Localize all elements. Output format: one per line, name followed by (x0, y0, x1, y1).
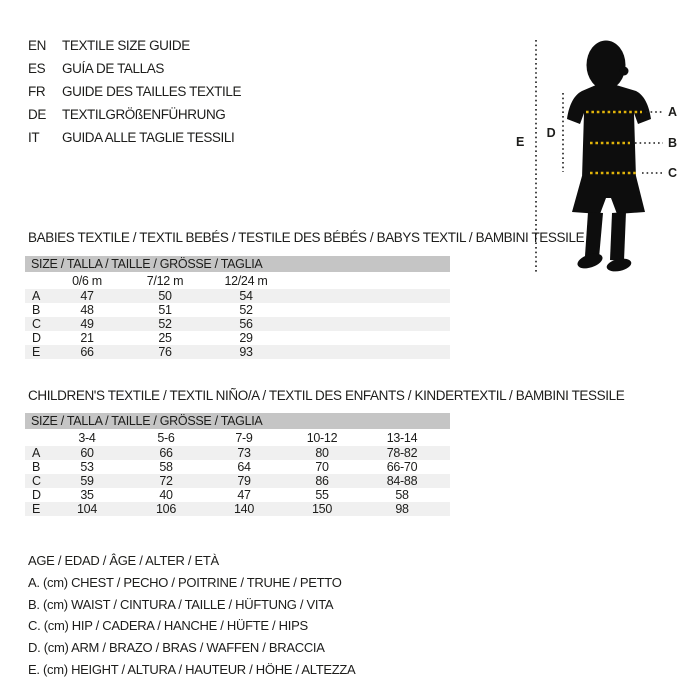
babies-column-header-row (25, 272, 450, 289)
measure-label-waist: B (668, 136, 677, 150)
language-row-fr (28, 80, 241, 103)
table-cell: 73 (237, 446, 251, 460)
table-row (25, 331, 450, 345)
measure-label-hip: C (668, 166, 677, 180)
table-cell: 47 (80, 289, 94, 303)
table-cell: 104 (77, 502, 97, 516)
table-cell: 49 (80, 317, 94, 331)
measure-label-chest: A (668, 105, 677, 119)
table-cell: 60 (80, 446, 94, 460)
size-header-bar: SIZE / TALLA / TAILLE / GRÖSSE / TAGLIA (25, 413, 450, 429)
table-cell: 59 (80, 474, 94, 488)
table-cell: 40 (159, 488, 173, 502)
table-row (25, 488, 450, 502)
table-cell: 80 (315, 446, 329, 460)
legend-waist-line: B. (cm) WAIST / CINTURA / TAILLE / HÜFTUNG / VITA (28, 596, 334, 612)
table-cell: 78-82 (386, 446, 418, 460)
table-row (25, 474, 450, 488)
table-cell: 84-88 (386, 474, 418, 488)
language-title: GUIDE DES TAILLES TEXTILE (62, 84, 242, 99)
column-header: 12/24 m (224, 273, 268, 288)
row-label: A (32, 446, 41, 460)
column-header: 0/6 m (72, 273, 102, 288)
table-cell: 58 (395, 488, 409, 502)
table-cell: 29 (239, 331, 253, 345)
table-row (25, 303, 450, 317)
table-cell: 66 (80, 345, 94, 359)
table-cell: 58 (159, 460, 173, 474)
children-section-title: CHILDREN'S TEXTILE / TEXTIL NIÑO/A / TEXTIL DES ENFANTS / KINDERTEXTIL / BAMBINI TESSILE (28, 388, 625, 403)
table-cell: 150 (312, 502, 332, 516)
language-title: GUIDA ALLE TAGLIE TESSILI (62, 130, 235, 145)
legend-hip-line: C. (cm) HIP / CADERA / HANCHE / HÜFTE / HIPS (28, 618, 308, 634)
language-code: DE (28, 107, 46, 122)
babies-size-table (25, 256, 450, 359)
table-row (25, 502, 450, 516)
language-code: ES (28, 61, 46, 76)
row-label: B (32, 460, 41, 474)
table-cell: 35 (80, 488, 94, 502)
language-row-it (28, 126, 241, 149)
table-cell: 21 (80, 331, 94, 345)
table-cell: 48 (80, 303, 94, 317)
table-cell: 51 (158, 303, 172, 317)
table-cell: 50 (158, 289, 172, 303)
legend-height-line: E. (cm) HEIGHT / ALTURA / HAUTEUR / HÖHE / ALTEZZA (28, 661, 356, 677)
legend-arm-line: D. (cm) ARM / BRAZO / BRAS / WAFFEN / BRACCIA (28, 640, 325, 656)
table-row (25, 289, 450, 303)
language-row-es (28, 57, 241, 80)
table-row (25, 345, 450, 359)
row-label: C (32, 317, 41, 331)
legend-age-line: AGE / EDAD / ÂGE / ALTER / ETÀ (28, 553, 219, 568)
table-row (25, 446, 450, 460)
table-cell: 64 (237, 460, 251, 474)
table-cell: 25 (158, 331, 172, 345)
table-cell: 52 (158, 317, 172, 331)
table-cell: 86 (315, 474, 329, 488)
language-code: IT (28, 130, 40, 145)
table-cell: 47 (237, 488, 251, 502)
table-cell: 98 (395, 502, 409, 516)
row-label: C (32, 474, 41, 488)
row-label: E (32, 345, 41, 359)
table-cell: 56 (239, 317, 253, 331)
language-code: FR (28, 84, 46, 99)
table-cell: 140 (234, 502, 254, 516)
table-cell: 52 (239, 303, 253, 317)
language-title: GUÍA DE TALLAS (62, 61, 164, 76)
table-cell: 93 (239, 345, 253, 359)
table-cell: 72 (159, 474, 173, 488)
table-cell: 53 (80, 460, 94, 474)
babies-section-title: BABIES TEXTILE / TEXTIL BEBÉS / TESTILE DES BÉBÉS / BABYS TEXTIL / BAMBINI TESSILE (28, 230, 585, 245)
children-column-header-row (25, 429, 450, 446)
column-header: 3-4 (78, 430, 96, 445)
row-label: D (32, 331, 41, 345)
row-label: E (32, 502, 41, 516)
language-list (28, 34, 241, 149)
measure-label-arm: D (546, 126, 556, 140)
table-row (25, 460, 450, 474)
table-cell: 76 (158, 345, 172, 359)
language-row-de (28, 103, 241, 126)
language-title: TEXTILGRÖßENFÜHRUNG (62, 107, 226, 122)
table-cell: 79 (237, 474, 251, 488)
column-header: 7/12 m (146, 273, 184, 288)
table-cell: 66 (159, 446, 173, 460)
measurement-legend (28, 550, 355, 681)
row-label: D (32, 488, 41, 502)
language-title: TEXTILE SIZE GUIDE (62, 38, 190, 53)
table-cell: 54 (239, 289, 253, 303)
row-label: A (32, 289, 41, 303)
column-header: 13-14 (386, 430, 418, 445)
table-cell: 106 (156, 502, 176, 516)
legend-chest-line: A. (cm) CHEST / PECHO / POITRINE / TRUHE / PETTO (28, 574, 342, 590)
table-row (25, 317, 450, 331)
table-cell: 55 (315, 488, 329, 502)
language-code: EN (28, 38, 46, 53)
column-header: 5-6 (157, 430, 175, 445)
size-header-bar: SIZE / TALLA / TAILLE / GRÖSSE / TAGLIA (25, 256, 450, 272)
row-label: B (32, 303, 41, 317)
column-header: 10-12 (306, 430, 338, 445)
table-cell: 70 (315, 460, 329, 474)
children-size-table (25, 413, 450, 516)
language-row-en (28, 34, 241, 57)
column-header: 7-9 (235, 430, 253, 445)
table-cell: 66-70 (386, 460, 418, 474)
measure-label-height: E (515, 135, 525, 149)
